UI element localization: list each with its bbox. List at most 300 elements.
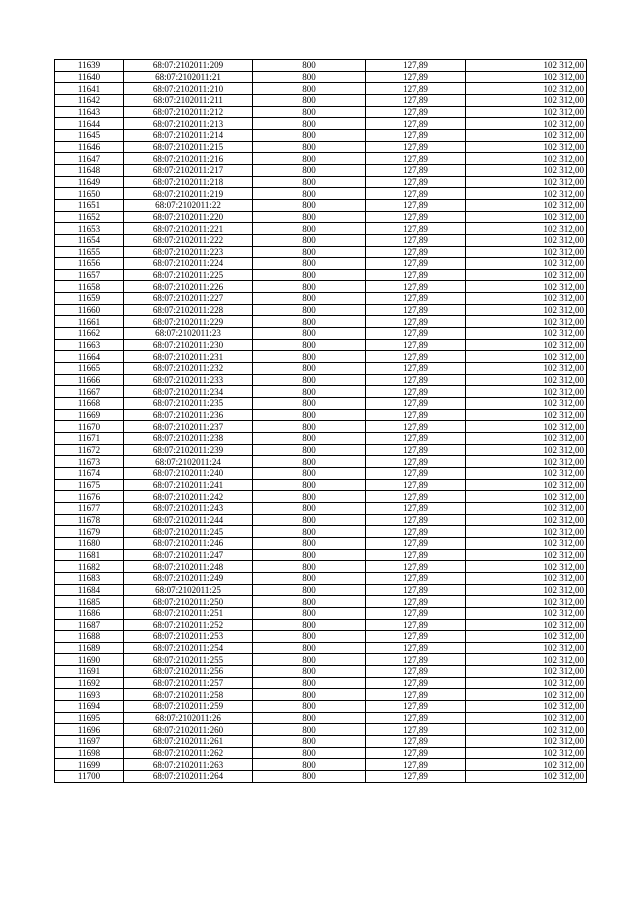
- row-number-cell: 11640: [55, 71, 124, 83]
- price-cell: 127,89: [366, 94, 466, 106]
- row-number-cell: 11677: [55, 502, 124, 514]
- row-number-cell: 11660: [55, 304, 124, 316]
- price-cell: 127,89: [366, 689, 466, 701]
- cadastral-number-cell: 68:07:2102011:236: [124, 409, 253, 421]
- quantity-cell: 800: [253, 94, 366, 106]
- price-cell: 127,89: [366, 316, 466, 328]
- quantity-cell: 800: [253, 164, 366, 176]
- amount-cell: 102 312,00: [466, 736, 587, 748]
- amount-cell: 102 312,00: [466, 176, 587, 188]
- amount-cell: 102 312,00: [466, 258, 587, 270]
- table-row: [55, 176, 587, 188]
- amount-cell: 102 312,00: [466, 631, 587, 643]
- amount-cell: 102 312,00: [466, 199, 587, 211]
- row-number-cell: 11657: [55, 269, 124, 281]
- amount-cell: 102 312,00: [466, 444, 587, 456]
- price-cell: 127,89: [366, 141, 466, 153]
- amount-cell: 102 312,00: [466, 83, 587, 95]
- cadastral-number-cell: 68:07:2102011:264: [124, 771, 253, 783]
- table-row: [55, 164, 587, 176]
- amount-cell: 102 312,00: [466, 491, 587, 503]
- amount-cell: 102 312,00: [466, 223, 587, 235]
- table-row: [55, 199, 587, 211]
- table-row: [55, 479, 587, 491]
- row-number-cell: 11687: [55, 619, 124, 631]
- quantity-cell: 800: [253, 654, 366, 666]
- price-cell: 127,89: [366, 398, 466, 410]
- amount-cell: 102 312,00: [466, 246, 587, 258]
- amount-cell: 102 312,00: [466, 316, 587, 328]
- cadastral-number-cell: 68:07:2102011:231: [124, 351, 253, 363]
- table-row: [55, 106, 587, 118]
- cadastral-number-cell: 68:07:2102011:218: [124, 176, 253, 188]
- row-number-cell: 11654: [55, 234, 124, 246]
- cadastral-number-cell: 68:07:2102011:238: [124, 433, 253, 445]
- table-row: [55, 514, 587, 526]
- table-row: [55, 491, 587, 503]
- quantity-cell: 800: [253, 666, 366, 678]
- quantity-cell: 800: [253, 549, 366, 561]
- row-number-cell: 11693: [55, 689, 124, 701]
- quantity-cell: 800: [253, 747, 366, 759]
- table-row: [55, 316, 587, 328]
- quantity-cell: 800: [253, 491, 366, 503]
- table-row: [55, 328, 587, 340]
- row-number-cell: 11645: [55, 129, 124, 141]
- quantity-cell: 800: [253, 234, 366, 246]
- table-row: [55, 433, 587, 445]
- table-row: [55, 153, 587, 165]
- table-row: [55, 351, 587, 363]
- cadastral-number-cell: 68:07:2102011:260: [124, 724, 253, 736]
- table-row: [55, 701, 587, 713]
- table-row: [55, 642, 587, 654]
- table-row: [55, 467, 587, 479]
- price-cell: 127,89: [366, 561, 466, 573]
- price-cell: 127,89: [366, 176, 466, 188]
- quantity-cell: 800: [253, 433, 366, 445]
- price-cell: 127,89: [366, 712, 466, 724]
- quantity-cell: 800: [253, 398, 366, 410]
- amount-cell: 102 312,00: [466, 94, 587, 106]
- cadastral-number-cell: 68:07:2102011:246: [124, 537, 253, 549]
- table-row: [55, 258, 587, 270]
- row-number-cell: 11695: [55, 712, 124, 724]
- quantity-cell: 800: [253, 188, 366, 200]
- row-number-cell: 11658: [55, 281, 124, 293]
- cadastral-number-cell: 68:07:2102011:245: [124, 526, 253, 538]
- table-row: [55, 60, 587, 72]
- cadastral-number-cell: 68:07:2102011:226: [124, 281, 253, 293]
- table-row: [55, 747, 587, 759]
- quantity-cell: 800: [253, 339, 366, 351]
- cadastral-number-cell: 68:07:2102011:239: [124, 444, 253, 456]
- price-cell: 127,89: [366, 304, 466, 316]
- amount-cell: 102 312,00: [466, 234, 587, 246]
- cadastral-number-cell: 68:07:2102011:22: [124, 199, 253, 211]
- quantity-cell: 800: [253, 642, 366, 654]
- table-row: [55, 584, 587, 596]
- quantity-cell: 800: [253, 444, 366, 456]
- table-row: [55, 141, 587, 153]
- table-row: [55, 409, 587, 421]
- amount-cell: 102 312,00: [466, 619, 587, 631]
- table-row: [55, 421, 587, 433]
- quantity-cell: 800: [253, 771, 366, 783]
- price-cell: 127,89: [366, 328, 466, 340]
- amount-cell: 102 312,00: [466, 106, 587, 118]
- table-row: [55, 537, 587, 549]
- cadastral-number-cell: 68:07:2102011:257: [124, 677, 253, 689]
- table-row: [55, 549, 587, 561]
- row-number-cell: 11661: [55, 316, 124, 328]
- quantity-cell: 800: [253, 60, 366, 72]
- quantity-cell: 800: [253, 223, 366, 235]
- table-row: [55, 129, 587, 141]
- table-row: [55, 94, 587, 106]
- row-number-cell: 11692: [55, 677, 124, 689]
- table-row: [55, 561, 587, 573]
- price-cell: 127,89: [366, 269, 466, 281]
- price-cell: 127,89: [366, 724, 466, 736]
- row-number-cell: 11670: [55, 421, 124, 433]
- amount-cell: 102 312,00: [466, 118, 587, 130]
- price-cell: 127,89: [366, 596, 466, 608]
- price-cell: 127,89: [366, 771, 466, 783]
- amount-cell: 102 312,00: [466, 747, 587, 759]
- price-cell: 127,89: [366, 479, 466, 491]
- cadastral-number-cell: 68:07:2102011:232: [124, 363, 253, 375]
- table-row: [55, 83, 587, 95]
- table-row: [55, 246, 587, 258]
- amount-cell: 102 312,00: [466, 421, 587, 433]
- table-row: [55, 596, 587, 608]
- price-cell: 127,89: [366, 444, 466, 456]
- row-number-cell: 11663: [55, 339, 124, 351]
- amount-cell: 102 312,00: [466, 596, 587, 608]
- price-cell: 127,89: [366, 246, 466, 258]
- quantity-cell: 800: [253, 561, 366, 573]
- cadastral-number-cell: 68:07:2102011:263: [124, 759, 253, 771]
- row-number-cell: 11652: [55, 211, 124, 223]
- price-cell: 127,89: [366, 642, 466, 654]
- row-number-cell: 11691: [55, 666, 124, 678]
- cadastral-number-cell: 68:07:2102011:213: [124, 118, 253, 130]
- table-row: [55, 677, 587, 689]
- price-cell: 127,89: [366, 549, 466, 561]
- table-row: [55, 71, 587, 83]
- amount-cell: 102 312,00: [466, 304, 587, 316]
- row-number-cell: 11651: [55, 199, 124, 211]
- cadastral-number-cell: 68:07:2102011:244: [124, 514, 253, 526]
- cadastral-number-cell: 68:07:2102011:256: [124, 666, 253, 678]
- amount-cell: 102 312,00: [466, 351, 587, 363]
- row-number-cell: 11641: [55, 83, 124, 95]
- cadastral-number-cell: 68:07:2102011:211: [124, 94, 253, 106]
- row-number-cell: 11665: [55, 363, 124, 375]
- table-row: [55, 293, 587, 305]
- price-cell: 127,89: [366, 363, 466, 375]
- row-number-cell: 11690: [55, 654, 124, 666]
- amount-cell: 102 312,00: [466, 607, 587, 619]
- row-number-cell: 11655: [55, 246, 124, 258]
- quantity-cell: 800: [253, 293, 366, 305]
- table-row: [55, 631, 587, 643]
- price-cell: 127,89: [366, 386, 466, 398]
- row-number-cell: 11694: [55, 701, 124, 713]
- amount-cell: 102 312,00: [466, 514, 587, 526]
- quantity-cell: 800: [253, 596, 366, 608]
- cadastral-number-cell: 68:07:2102011:254: [124, 642, 253, 654]
- row-number-cell: 11698: [55, 747, 124, 759]
- quantity-cell: 800: [253, 246, 366, 258]
- table-row: [55, 502, 587, 514]
- row-number-cell: 11644: [55, 118, 124, 130]
- table-row: [55, 572, 587, 584]
- quantity-cell: 800: [253, 176, 366, 188]
- amount-cell: 102 312,00: [466, 677, 587, 689]
- row-number-cell: 11646: [55, 141, 124, 153]
- price-cell: 127,89: [366, 491, 466, 503]
- row-number-cell: 11696: [55, 724, 124, 736]
- amount-cell: 102 312,00: [466, 141, 587, 153]
- price-cell: 127,89: [366, 164, 466, 176]
- amount-cell: 102 312,00: [466, 549, 587, 561]
- cadastral-number-cell: 68:07:2102011:247: [124, 549, 253, 561]
- price-cell: 127,89: [366, 409, 466, 421]
- table-row: [55, 118, 587, 130]
- quantity-cell: 800: [253, 689, 366, 701]
- amount-cell: 102 312,00: [466, 572, 587, 584]
- row-number-cell: 11678: [55, 514, 124, 526]
- amount-cell: 102 312,00: [466, 188, 587, 200]
- quantity-cell: 800: [253, 514, 366, 526]
- price-cell: 127,89: [366, 514, 466, 526]
- table-row: [55, 654, 587, 666]
- cadastral-number-cell: 68:07:2102011:209: [124, 60, 253, 72]
- quantity-cell: 800: [253, 701, 366, 713]
- table-row: [55, 398, 587, 410]
- row-number-cell: 11700: [55, 771, 124, 783]
- quantity-cell: 800: [253, 304, 366, 316]
- table-row: [55, 666, 587, 678]
- amount-cell: 102 312,00: [466, 759, 587, 771]
- row-number-cell: 11671: [55, 433, 124, 445]
- price-cell: 127,89: [366, 456, 466, 468]
- price-cell: 127,89: [366, 153, 466, 165]
- cadastral-number-cell: 68:07:2102011:223: [124, 246, 253, 258]
- row-number-cell: 11672: [55, 444, 124, 456]
- cadastral-number-cell: 68:07:2102011:217: [124, 164, 253, 176]
- amount-cell: 102 312,00: [466, 211, 587, 223]
- quantity-cell: 800: [253, 467, 366, 479]
- amount-cell: 102 312,00: [466, 701, 587, 713]
- quantity-cell: 800: [253, 631, 366, 643]
- cadastral-number-cell: 68:07:2102011:210: [124, 83, 253, 95]
- price-cell: 127,89: [366, 281, 466, 293]
- cadastral-number-cell: 68:07:2102011:228: [124, 304, 253, 316]
- row-number-cell: 11683: [55, 572, 124, 584]
- amount-cell: 102 312,00: [466, 642, 587, 654]
- row-number-cell: 11649: [55, 176, 124, 188]
- row-number-cell: 11681: [55, 549, 124, 561]
- quantity-cell: 800: [253, 421, 366, 433]
- price-cell: 127,89: [366, 572, 466, 584]
- table-row: [55, 444, 587, 456]
- cadastral-number-cell: 68:07:2102011:224: [124, 258, 253, 270]
- price-cell: 127,89: [366, 584, 466, 596]
- cadastral-number-cell: 68:07:2102011:235: [124, 398, 253, 410]
- row-number-cell: 11697: [55, 736, 124, 748]
- cadastral-number-cell: 68:07:2102011:241: [124, 479, 253, 491]
- quantity-cell: 800: [253, 153, 366, 165]
- row-number-cell: 11643: [55, 106, 124, 118]
- cadastral-number-cell: 68:07:2102011:249: [124, 572, 253, 584]
- price-cell: 127,89: [366, 433, 466, 445]
- row-number-cell: 11648: [55, 164, 124, 176]
- amount-cell: 102 312,00: [466, 561, 587, 573]
- amount-cell: 102 312,00: [466, 269, 587, 281]
- cadastral-number-cell: 68:07:2102011:230: [124, 339, 253, 351]
- cadastral-number-cell: 68:07:2102011:237: [124, 421, 253, 433]
- amount-cell: 102 312,00: [466, 398, 587, 410]
- row-number-cell: 11673: [55, 456, 124, 468]
- cadastral-number-cell: 68:07:2102011:242: [124, 491, 253, 503]
- amount-cell: 102 312,00: [466, 456, 587, 468]
- quantity-cell: 800: [253, 211, 366, 223]
- cadastral-number-cell: 68:07:2102011:21: [124, 71, 253, 83]
- cadastral-number-cell: 68:07:2102011:261: [124, 736, 253, 748]
- amount-cell: 102 312,00: [466, 386, 587, 398]
- price-cell: 127,89: [366, 654, 466, 666]
- quantity-cell: 800: [253, 456, 366, 468]
- row-number-cell: 11659: [55, 293, 124, 305]
- cadastral-number-cell: 68:07:2102011:234: [124, 386, 253, 398]
- price-cell: 127,89: [366, 71, 466, 83]
- row-number-cell: 11684: [55, 584, 124, 596]
- quantity-cell: 800: [253, 281, 366, 293]
- row-number-cell: 11676: [55, 491, 124, 503]
- price-cell: 127,89: [366, 234, 466, 246]
- cadastral-number-cell: 68:07:2102011:222: [124, 234, 253, 246]
- quantity-cell: 800: [253, 199, 366, 211]
- quantity-cell: 800: [253, 607, 366, 619]
- table-row: [55, 386, 587, 398]
- row-number-cell: 11650: [55, 188, 124, 200]
- row-number-cell: 11664: [55, 351, 124, 363]
- row-number-cell: 11682: [55, 561, 124, 573]
- row-number-cell: 11686: [55, 607, 124, 619]
- price-cell: 127,89: [366, 118, 466, 130]
- price-cell: 127,89: [366, 619, 466, 631]
- table-body: [55, 60, 587, 783]
- quantity-cell: 800: [253, 386, 366, 398]
- price-cell: 127,89: [366, 467, 466, 479]
- price-cell: 127,89: [366, 211, 466, 223]
- quantity-cell: 800: [253, 328, 366, 340]
- quantity-cell: 800: [253, 71, 366, 83]
- quantity-cell: 800: [253, 537, 366, 549]
- row-number-cell: 11674: [55, 467, 124, 479]
- cadastral-number-cell: 68:07:2102011:26: [124, 712, 253, 724]
- price-cell: 127,89: [366, 526, 466, 538]
- cadastral-number-cell: 68:07:2102011:253: [124, 631, 253, 643]
- cadastral-number-cell: 68:07:2102011:225: [124, 269, 253, 281]
- quantity-cell: 800: [253, 316, 366, 328]
- amount-cell: 102 312,00: [466, 502, 587, 514]
- quantity-cell: 800: [253, 712, 366, 724]
- price-cell: 127,89: [366, 421, 466, 433]
- cadastral-number-cell: 68:07:2102011:212: [124, 106, 253, 118]
- cadastral-number-cell: 68:07:2102011:229: [124, 316, 253, 328]
- table-row: [55, 456, 587, 468]
- table-row: [55, 759, 587, 771]
- amount-cell: 102 312,00: [466, 537, 587, 549]
- row-number-cell: 11639: [55, 60, 124, 72]
- table-row: [55, 374, 587, 386]
- amount-cell: 102 312,00: [466, 374, 587, 386]
- price-cell: 127,89: [366, 106, 466, 118]
- price-cell: 127,89: [366, 223, 466, 235]
- cadastral-number-cell: 68:07:2102011:252: [124, 619, 253, 631]
- row-number-cell: 11669: [55, 409, 124, 421]
- cadastral-number-cell: 68:07:2102011:25: [124, 584, 253, 596]
- table-row: [55, 223, 587, 235]
- amount-cell: 102 312,00: [466, 584, 587, 596]
- cadastral-number-cell: 68:07:2102011:214: [124, 129, 253, 141]
- row-number-cell: 11680: [55, 537, 124, 549]
- row-number-cell: 11668: [55, 398, 124, 410]
- price-cell: 127,89: [366, 83, 466, 95]
- cadastral-number-cell: 68:07:2102011:250: [124, 596, 253, 608]
- table-row: [55, 689, 587, 701]
- amount-cell: 102 312,00: [466, 328, 587, 340]
- table-row: [55, 724, 587, 736]
- quantity-cell: 800: [253, 106, 366, 118]
- price-cell: 127,89: [366, 736, 466, 748]
- table-row: [55, 736, 587, 748]
- quantity-cell: 800: [253, 526, 366, 538]
- quantity-cell: 800: [253, 724, 366, 736]
- quantity-cell: 800: [253, 351, 366, 363]
- price-cell: 127,89: [366, 258, 466, 270]
- row-number-cell: 11656: [55, 258, 124, 270]
- quantity-cell: 800: [253, 572, 366, 584]
- row-number-cell: 11647: [55, 153, 124, 165]
- amount-cell: 102 312,00: [466, 654, 587, 666]
- price-cell: 127,89: [366, 502, 466, 514]
- table-row: [55, 304, 587, 316]
- quantity-cell: 800: [253, 141, 366, 153]
- price-cell: 127,89: [366, 293, 466, 305]
- price-cell: 127,89: [366, 537, 466, 549]
- cadastral-number-cell: 68:07:2102011:233: [124, 374, 253, 386]
- price-cell: 127,89: [366, 759, 466, 771]
- cadastral-number-cell: 68:07:2102011:216: [124, 153, 253, 165]
- price-cell: 127,89: [366, 351, 466, 363]
- cadastral-number-cell: 68:07:2102011:24: [124, 456, 253, 468]
- cadastral-number-cell: 68:07:2102011:243: [124, 502, 253, 514]
- amount-cell: 102 312,00: [466, 689, 587, 701]
- cadastral-number-cell: 68:07:2102011:220: [124, 211, 253, 223]
- price-cell: 127,89: [366, 677, 466, 689]
- amount-cell: 102 312,00: [466, 712, 587, 724]
- row-number-cell: 11679: [55, 526, 124, 538]
- table-row: [55, 339, 587, 351]
- amount-cell: 102 312,00: [466, 666, 587, 678]
- amount-cell: 102 312,00: [466, 153, 587, 165]
- table-row: [55, 211, 587, 223]
